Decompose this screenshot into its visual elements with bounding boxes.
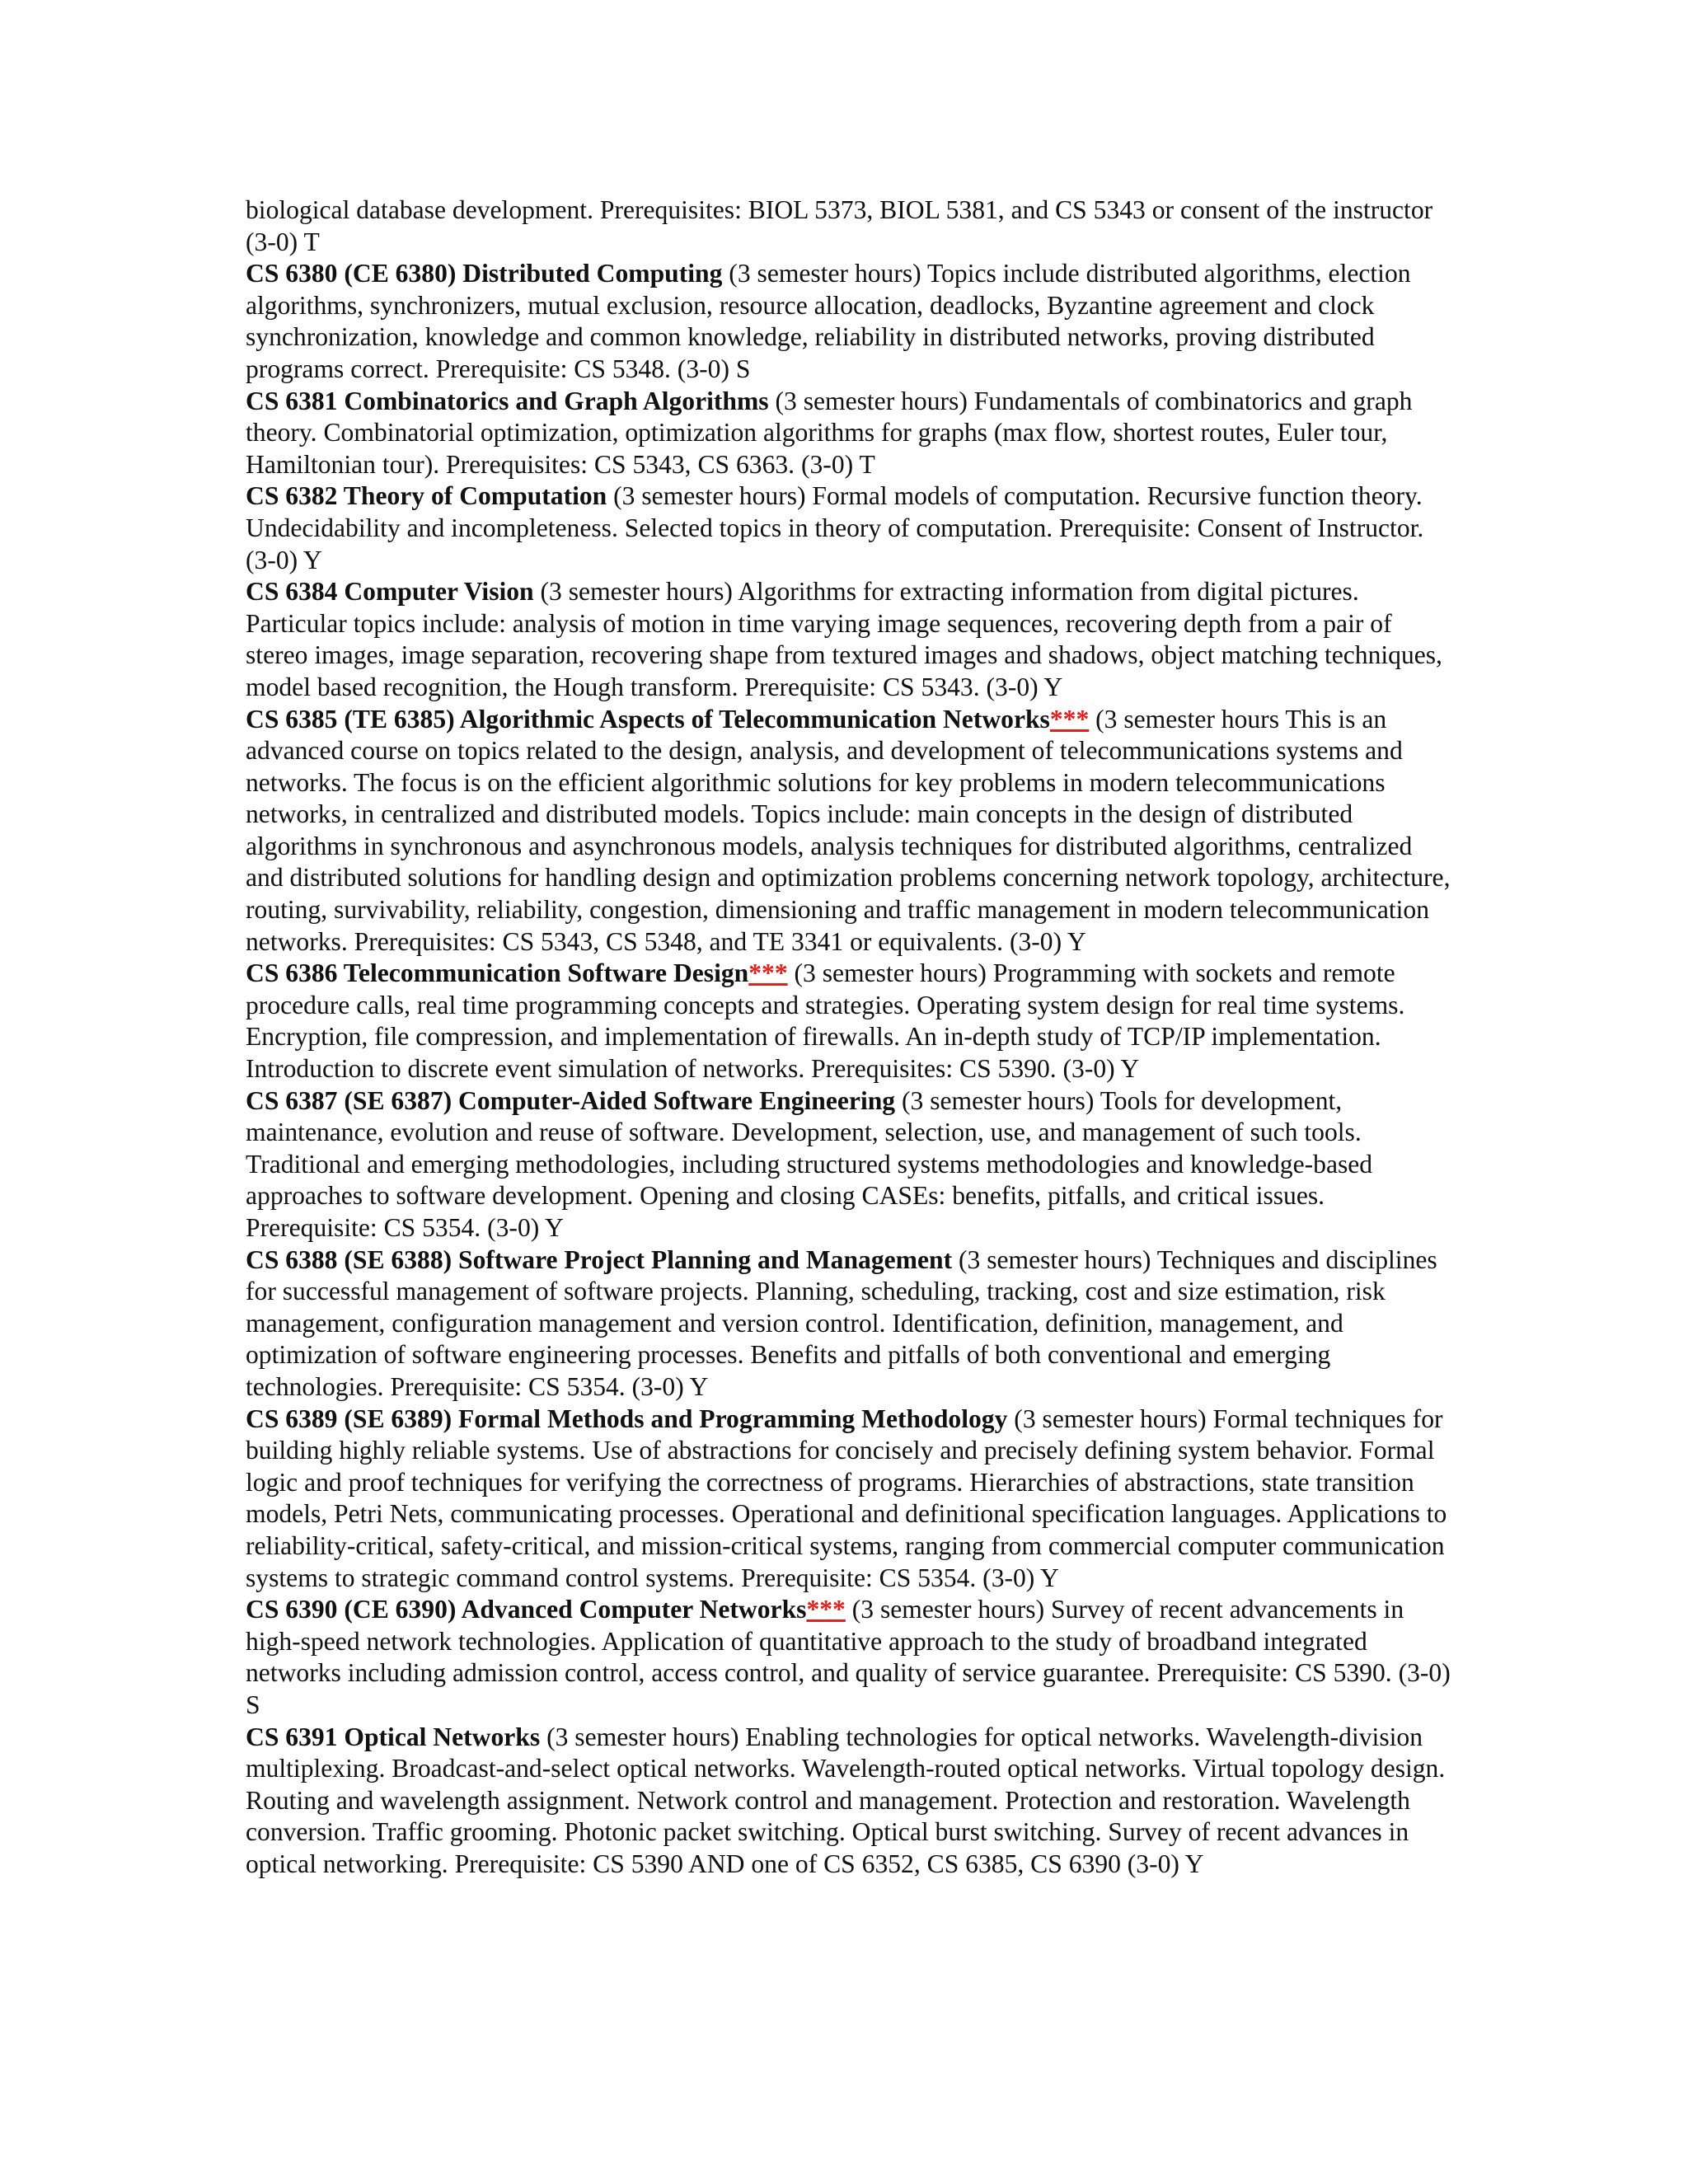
course-title: CS 6384 Computer Vision (246, 577, 534, 607)
course-title: CS 6385 (TE 6385) Algorithmic Aspects of Telecommunication Networks (246, 704, 1050, 733)
course-description: (3 semester hours) Formal techniques for building highly reliable systems. Use of abstractions for concisely and precisely defining system behavior. Formal logic and proof techniques for verifying the correctness of programs. Hierarchies of abstractions, state transition models, Petri Nets, communicating processes. Operational and definitional specification languages. Applications to reliability-critical, safety-critical, and mission-critical systems, ranging from commercial computer communication systems to strategic command control systems. Prerequisite: CS 5354. (3-0) Y (246, 1404, 1447, 1592)
course-title: CS 6381 Combinatorics and Graph Algorithms (246, 386, 769, 415)
course-title: CS 6389 (SE 6389) Formal Methods and Programming Methodology (246, 1404, 1008, 1433)
course-title: CS 6388 (SE 6388) Software Project Planning and Management (246, 1244, 953, 1274)
course-description: (3 semester hours) Fundamentals of combinatorics and graph theory. Combinatorial optimization, optimization algorithms for graphs (max flow, shortest routes, Euler tour, Hamiltonian tour). Prerequisites: CS 5343, CS 6363. (3-0) T (246, 386, 1413, 479)
course-entry-cs6389 (246, 1404, 1451, 1595)
course-description: (3 semester hours This is an advanced course on topics related to the design, analysis, and development of telecommunications systems and networks. The focus is on the efficient algorithmic solutions for key problems in modern telecommunications networks, in centralized and distributed models. Topics include: main concepts in the design of distributed algorithms in synchronous and asynchronous models, analysis techniques for distributed algorithms, centralized and distributed solutions for handling design and optimization problems concerning network topology, architecture, routing, survivability, reliability, congestion, dimensioning and traffic management in modern telecommunication networks. Prerequisites: CS 5343, CS 5348, and TE 3341 or equivalents. (3-0) Y (246, 704, 1451, 956)
course-entry-cs6388 (246, 1244, 1451, 1404)
course-description: (3 semester hours) Enabling technologies for optical networks. Wavelength-division multiplexing. Broadcast-and-select optical networks. Wavelength-routed optical networks. Virtual topology design. Routing and wavelength assignment. Network control and management. Protection and restoration. Wavelength conversion. Traffic grooming. Photonic packet switching. Optical burst switching. Survey of recent advances in optical networking. Prerequisite: CS 5390 AND one of CS 6352, CS 6385, CS 6390 (3-0) Y (246, 1722, 1446, 1878)
course-entry-cs6380 (246, 258, 1451, 385)
course-title: CS 6380 (CE 6380) Distributed Computing (246, 259, 723, 288)
course-title: CS 6387 (SE 6387) Computer-Aided Software Engineering (246, 1085, 896, 1115)
course-entry-continued (246, 194, 1451, 258)
course-entry-cs6386 (246, 958, 1451, 1085)
course-entry-cs6381 (246, 386, 1451, 481)
footnote-marker-link[interactable]: *** (806, 1595, 846, 1624)
course-entry-cs6387 (246, 1085, 1451, 1244)
footnote-marker-link[interactable]: *** (1049, 704, 1090, 733)
course-description: (3 semester hours) Programming with sockets and remote procedure calls, real time programming concepts and strategies. Operating system design for real time systems. Encryption, file compression, and implementation of firewalls. An in-depth study of TCP/IP implementation. Introduction to discrete event simulation of networks. Prerequisites: CS 5390. (3-0) Y (246, 958, 1405, 1084)
course-entry-cs6390 (246, 1594, 1451, 1721)
course-title: CS 6386 Telecommunication Software Design (246, 958, 749, 988)
catalog-page (246, 194, 1451, 1880)
course-entry-cs6382 (246, 480, 1451, 576)
course-description: (3 semester hours) Techniques and disciplines for successful management of software projects. Planning, scheduling, tracking, cost and size estimation, risk management, configuration management and version control. Identification, definition, management, and optimization of software engineering processes. Benefits and pitfalls of both conventional and emerging technologies. Prerequisite: CS 5354. (3-0) Y (246, 1244, 1437, 1401)
course-entry-cs6391 (246, 1722, 1451, 1881)
course-title: CS 6390 (CE 6390) Advanced Computer Networks (246, 1595, 807, 1624)
course-description: biological database development. Prerequisites: BIOL 5373, BIOL 5381, and CS 5343 or consent of the instructor (3-0) T (246, 195, 1433, 256)
course-description: (3 semester hours) Algorithms for extracting information from digital pictures. Particular topics include: analysis of motion in time varying image sequences, recovering depth from a pair of stereo images, image separation, recovering shape from textured images and shadows, object matching techniques, model based recognition, the Hough transform. Prerequisite: CS 5343. (3-0) Y (246, 577, 1442, 701)
course-entry-cs6385 (246, 704, 1451, 958)
course-description: (3 semester hours) Formal models of computation. Recursive function theory. Undecidability and incompleteness. Selected topics in theory of computation. Prerequisite: Consent of Instructor. (3-0) Y (246, 481, 1424, 574)
course-description: (3 semester hours) Tools for development, maintenance, evolution and reuse of software. Development, selection, use, and management of such tools. Traditional and emerging methodologies, including structured systems methodologies and knowledge-based approaches to software development. Opening and closing CASEs: benefits, pitfalls, and critical issues. Prerequisite: CS 5354. (3-0) Y (246, 1085, 1373, 1242)
course-description: (3 semester hours) Survey of recent advancements in high-speed network technologies. Application of quantitative approach to the study of broadband integrated networks including admission control, access control, and quality of service guarantee. Prerequisite: CS 5390. (3-0) S (246, 1595, 1451, 1719)
footnote-marker-link[interactable]: *** (748, 958, 788, 988)
course-title: CS 6382 Theory of Computation (246, 481, 607, 511)
course-title: CS 6391 Optical Networks (246, 1722, 541, 1751)
course-entry-cs6384 (246, 576, 1451, 703)
course-description: (3 semester hours) Topics include distributed algorithms, election algorithms, synchronizers, mutual exclusion, resource allocation, deadlocks, Byzantine agreement and clock synchronization, knowledge and common knowledge, reliability in distributed networks, proving distributed programs correct. Prerequisite: CS 5348. (3-0) S (246, 259, 1411, 383)
